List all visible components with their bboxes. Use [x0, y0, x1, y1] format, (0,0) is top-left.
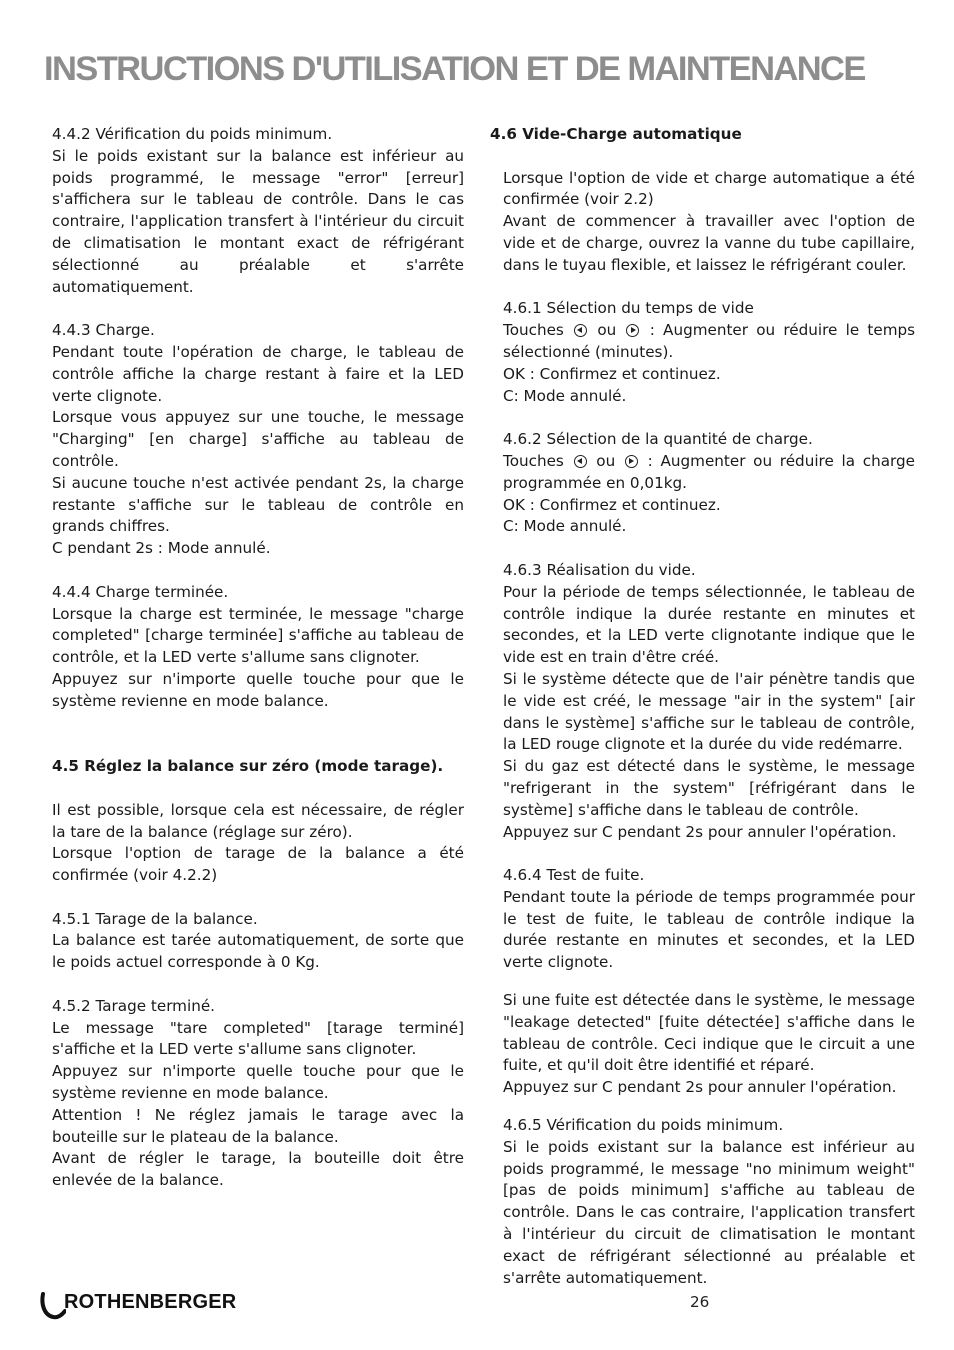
paragraph: Pendant toute la période de temps programmée pour le test de fuite, le tableau de contrôle indique la durée restante en minutes et secondes, et la LED verte clignote. [503, 887, 915, 972]
section-heading: 4.4.3 Charge. [52, 321, 155, 340]
page-number: 26 [690, 1293, 710, 1311]
left-arrow-key-icon [574, 455, 587, 468]
section-4-5 [52, 756, 464, 887]
section-4-6-1 [490, 298, 915, 407]
paragraph: C: Mode annulé. [503, 386, 627, 405]
key-instruction: Touches ou : Augmenter ou réduire le temps sélectionné (minutes). [503, 321, 916, 361]
section-4-4-2 [52, 124, 464, 298]
paragraph: Pendant toute l'opération de charge, le tableau de contrôle affiche la charge restant à faire et la LED verte clignote. [52, 342, 464, 405]
right-arrow-key-icon [626, 324, 639, 337]
paragraph: Le message "tare completed" [tarage terminé] s'affiche et la LED verte s'allume sans clignoter. [52, 1018, 464, 1059]
section-heading: 4.6.2 Sélection de la quantité de charge. [503, 430, 813, 449]
paragraph: Appuyez sur C pendant 2s pour annuler l'opération. [503, 1078, 897, 1097]
paragraph: Il est possible, lorsque cela est nécessaire, de régler la tare de la balance (réglage sur zéro). [52, 800, 464, 841]
paragraph: Si le poids existant sur la balance est inférieur au poids programmé, le message "no minimum weight" [pas de poids minimum] s'affiche au tableau de contrôle. Dans le cas contraire, l'application transfert à l'intérieur du circuit de climatisation le montant exact de réfrigérant sélectionné au préalable et s'arrête automatiquement. [503, 1137, 915, 1287]
paragraph: C: Mode annulé. [503, 517, 627, 536]
paragraph: Lorsque l'option de tarage de la balance a été confirmée (voir 4.2.2) [52, 844, 464, 885]
section-4-6-2 [490, 429, 915, 538]
section-heading: 4.4.4 Charge terminée. [52, 582, 229, 601]
paragraph: Appuyez sur n'importe quelle touche pour que le système revienne en mode balance. [52, 1062, 464, 1103]
section-heading: 4.5.2 Tarage terminé. [52, 996, 215, 1015]
section-4-5-1 [52, 909, 464, 974]
paragraph: La balance est tarée automatiquement, de sorte que le poids actuel corresponde à 0 Kg. [52, 931, 464, 972]
paragraph: OK : Confirmez et continuez. [503, 495, 721, 514]
paragraph: Avant de commencer à travailler avec l'option de vide et de charge, ouvrez la vanne du tube capillaire, dans le tuyau flexible, et laissez le réfrigérant couler. [503, 212, 915, 274]
section-heading: 4.6.5 Vérification du poids minimum. [503, 1116, 784, 1135]
paragraph: Pour la période de temps sélectionnée, le tableau de contrôle indique la durée restante en minutes et secondes, et la LED verte clignotante indique que le vide est en train d'être créé. [503, 582, 915, 667]
paragraph: Si du gaz est détecté dans le système, le message "refrigerant in the system" [réfrigérant dans le système] s'affiche dans le tableau de contrôle. [503, 757, 915, 819]
paragraph: Attention ! Ne réglez jamais le tarage avec la bouteille sur le plateau de la balance. [52, 1105, 464, 1146]
paragraph: Appuyez sur C pendant 2s pour annuler l'opération. [503, 822, 897, 841]
section-heading: 4.6.3 Réalisation du vide. [503, 560, 696, 579]
section-4-6-5 [490, 1115, 915, 1289]
section-4-6-3 [490, 560, 915, 843]
section-4-5-2 [52, 996, 464, 1192]
section-4-4-3 [52, 320, 464, 560]
key-instruction: Touches ou : Augmenter ou réduire la charge programmée en 0,01kg. [503, 451, 915, 492]
section-heading: 4.4.2 Vérification du poids minimum. [52, 125, 333, 143]
section-heading: 4.6.1 Sélection du temps de vide [503, 299, 754, 318]
paragraph: Si aucune touche n'est activée pendant 2s, la charge restante s'affiche sur le tableau de contrôle en grands chiffres. [52, 473, 464, 536]
section-heading: 4.6 Vide-Charge automatique [490, 125, 742, 143]
right-arrow-key-icon [625, 455, 638, 468]
section-4-6-4 [490, 865, 915, 1099]
paragraph: C pendant 2s : Mode annulé. [52, 539, 271, 558]
left-arrow-key-icon [574, 324, 587, 337]
paragraph: Si le système détecte que de l'air pénètre tandis que le vide est créé, le message "air in the system" [air dans le système] s'affiche sur le tableau de contrôle, la LED rouge clignote et la durée du vide redémarre. [503, 669, 915, 754]
section-4-4-4 [52, 582, 464, 713]
right-column [490, 124, 915, 1289]
section-heading: 4.6.4 Test de fuite. [503, 866, 645, 885]
rothenberger-logo [40, 1288, 270, 1322]
paragraph: Si le poids existant sur la balance est inférieur au poids programmé, le message "error" [erreur] s'affichera sur le tableau de contrôle. Dans le cas contraire, l'application transfert à l'intérieur du circuit de climatisation le montant exact de réfrigérant sélectionné au préalable et s'arrête automatiquement. [52, 146, 464, 296]
paragraph: Avant de régler le tarage, la bouteille doit être enlevée de la balance. [52, 1149, 464, 1190]
paragraph: Lorsque l'option de vide et charge automatique a été confirmée (voir 2.2) [503, 168, 915, 209]
logo-wordmark: ROTHENBERGER [64, 1291, 237, 1313]
rothenberger-hook-logo [40, 1288, 66, 1322]
paragraph: Si une fuite est détectée dans le système, le message "leakage detected" [fuite détectée] s'affiche dans le tableau de contrôle. Ceci indique que le circuit a une fuite, et qu'il doit être identifié et réparé. [503, 991, 915, 1075]
section-heading: 4.5.1 Tarage de la balance. [52, 909, 258, 928]
paragraph: Appuyez sur n'importe quelle touche pour que le système revienne en mode balance. [52, 669, 464, 710]
section-heading: 4.5 Réglez la balance sur zéro (mode tarage). [52, 757, 444, 776]
paragraph: Lorsque vous appuyez sur une touche, le message "Charging" [en charge] s'affiche au tableau de contrôle. [52, 408, 464, 470]
left-column [52, 124, 464, 1192]
paragraph: OK : Confirmez et continuez. [503, 364, 721, 383]
paragraph: Lorsque la charge est terminée, le message "charge completed" [charge terminée] s'affiche au tableau de contrôle, et la LED verte s'allume sans clignoter. [52, 604, 464, 667]
page-title: INSTRUCTIONS D'UTILISATION ET DE MAINTENANCE [44, 50, 865, 88]
section-4-6 [490, 124, 915, 277]
